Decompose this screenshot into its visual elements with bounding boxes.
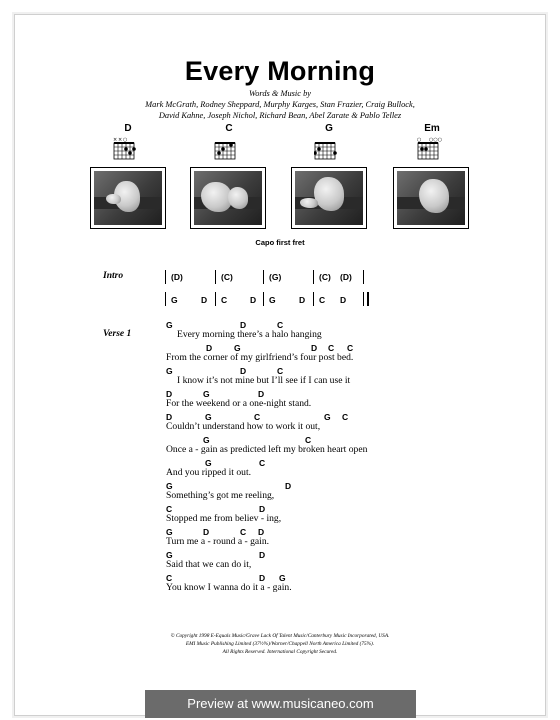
verse-chord: G	[203, 389, 210, 399]
intro-chord: (C)	[319, 272, 331, 282]
verse-lyric-line: Couldn’t understand how to work it out,	[166, 421, 321, 432]
verse-chord: C	[342, 412, 349, 422]
svg-text:×: ×	[118, 137, 123, 143]
verse-lyric-line: For the weekend or a one-night stand.	[166, 398, 312, 409]
verse-lyric-line: I know it’s not mine but I’ll see if I can use it	[177, 375, 351, 386]
verse-chord: C	[305, 435, 312, 445]
verse-chord-row	[0, 550, 560, 562]
verse-chord: D	[240, 320, 247, 330]
song-title: Every Morning	[184, 56, 376, 86]
svg-text:○: ○	[417, 137, 422, 143]
hand-photo-d	[90, 167, 166, 229]
capo-note: Capo first fret	[255, 238, 305, 247]
credits-line-2: Mark McGrath, Rodney Sheppard, Murphy Karges, Stan Frazier, Craig Bullock,	[145, 100, 415, 109]
verse-chord: G	[324, 412, 331, 422]
chord-name-d: D	[124, 123, 132, 134]
verse-chord: C	[166, 573, 173, 583]
svg-text:○○○: ○○○	[429, 137, 443, 143]
hand-photo-em	[393, 167, 469, 229]
intro-chord: G	[269, 295, 276, 305]
chord-diagram-c-icon	[214, 136, 242, 160]
verse-lyric-line: Said that we can do it,	[166, 559, 252, 570]
verse-chord: C	[277, 366, 284, 376]
chord-name-c: C	[225, 123, 233, 134]
verse-chord: D	[259, 504, 266, 514]
verse-chord: D	[240, 366, 247, 376]
verse-chord: D	[285, 481, 292, 491]
verse-chord: G	[166, 481, 173, 491]
svg-text:○: ○	[123, 137, 128, 143]
intro-chord: D	[299, 295, 306, 305]
intro-label: Intro	[103, 271, 124, 281]
verse-chord: D	[166, 389, 173, 399]
chord-name-g: G	[325, 123, 333, 134]
verse-chord: G	[166, 550, 173, 560]
copyright-line-2: EMI Music Publishing Limited (37½%)/Warner/Chappell North America Limited (75%).	[185, 641, 375, 647]
verse-chord: C	[328, 343, 335, 353]
verse-lyric-line: And you ripped it out.	[166, 467, 252, 478]
verse-lyric-line: Turn me a - round a - gain.	[166, 536, 270, 547]
hand-photo-c	[190, 167, 266, 229]
chord-diagram-d-icon	[113, 136, 141, 160]
verse-chord: D	[311, 343, 318, 353]
intro-chord: C	[319, 295, 326, 305]
chord-diagram-g-icon	[314, 136, 342, 160]
verse-chord: G	[205, 412, 212, 422]
verse-chord: D	[259, 550, 266, 560]
intro-chord: (C)	[221, 272, 233, 282]
verse-chord: D	[166, 412, 173, 422]
svg-text:×: ×	[113, 137, 118, 143]
copyright-line-3: All Rights Reserved. International Copyright Secured.	[222, 649, 338, 655]
preview-banner-link[interactable]: Preview at www.musicaneo.com	[145, 690, 416, 718]
verse-chord: C	[254, 412, 261, 422]
verse-chord: C	[166, 504, 173, 514]
verse-chord: C	[347, 343, 354, 353]
verse-chord: G	[205, 458, 212, 468]
verse-chord: C	[259, 458, 266, 468]
verse-chord: G	[279, 573, 286, 583]
verse-chord: G	[166, 527, 173, 537]
intro-row-1	[0, 272, 560, 284]
intro-chord: (D)	[171, 272, 183, 282]
intro-chord: G	[171, 295, 178, 305]
verse-lyric-line: Stopped me from believ - ing,	[166, 513, 282, 524]
intro-chord: D	[201, 295, 208, 305]
verse-chord: G	[234, 343, 241, 353]
intro-chord: C	[221, 295, 228, 305]
verse-chord: G	[203, 435, 210, 445]
verse-chord: C	[277, 320, 284, 330]
copyright-line-1: © Copyright 1998 E-Equals Music/Grave Lack Of Talent Music/Canterbury Music Incorporated, USA.	[170, 633, 390, 639]
intro-chord: (G)	[269, 272, 282, 282]
verse-label: Verse 1	[103, 329, 132, 339]
verse-lyric-line: You know I wanna do it a - gain.	[166, 582, 292, 593]
verse-chord: D	[259, 573, 266, 583]
verse-chord: G	[166, 320, 173, 330]
verse-chord-row	[0, 458, 560, 470]
verse-chord: D	[203, 527, 210, 537]
verse-chord: G	[166, 366, 173, 376]
verse-chord: D	[206, 343, 213, 353]
verse-chord-row	[0, 481, 560, 493]
intro-chord: D	[340, 295, 347, 305]
intro-chord: (D)	[340, 272, 352, 282]
chord-diagram-em-icon	[417, 136, 445, 160]
verse-lyric-line: Something’s got me reeling,	[166, 490, 275, 501]
verse-lyric-line: Once a - gain as predicted left my broken heart open	[166, 444, 368, 455]
verse-chord: D	[258, 527, 265, 537]
verse-lyric-line: Every morning there’s a halo hanging	[177, 329, 322, 340]
credits-line-3: David Kahne, Joseph Nichol, Richard Bean, Abel Zarate & Pablo Tellez	[158, 111, 402, 120]
verse-chord-row	[0, 527, 560, 539]
verse-chord: C	[240, 527, 247, 537]
credits-line-1: Words & Music by	[249, 89, 311, 98]
chord-name-em: Em	[424, 123, 440, 134]
hand-photo-g	[291, 167, 367, 229]
verse-chord: D	[258, 389, 265, 399]
intro-chord: D	[250, 295, 257, 305]
intro-row-2	[0, 295, 560, 307]
verse-lyric-line: From the corner of my girlfriend’s four post bed.	[166, 352, 354, 363]
